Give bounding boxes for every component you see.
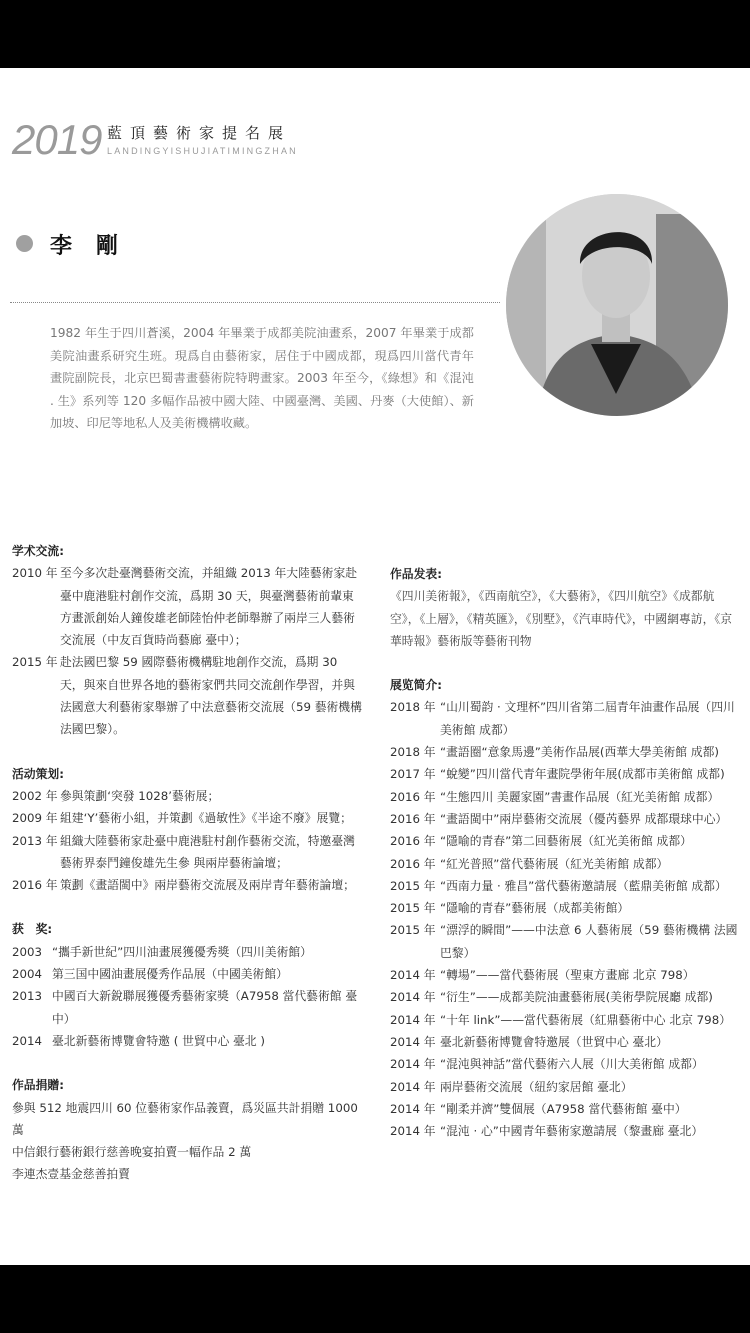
list-item — [390, 875, 740, 897]
events-heading: 活动策划: — [12, 766, 64, 781]
entry-text: “漂浮的瞬間”——中法意 6 人藝術展（59 藝術機構 法國巴黎） — [440, 923, 738, 960]
bottom-black-bar — [0, 1265, 750, 1333]
entry-text: “生態四川 美麗家園”書畫作品展（紅光美術館 成都） — [440, 789, 720, 804]
donations-heading: 作品捐贈: — [12, 1078, 64, 1093]
entry-text: 中國百大新銳聯展獲優秀藝術家獎（A7958 當代藝術館 臺中） — [52, 989, 358, 1026]
entry-text: “轉場”——當代藝術展（聖東方畫廊 北京 798） — [440, 968, 695, 983]
entry-year: 2017 年 — [390, 767, 436, 782]
entry-year: 2014 年 — [390, 1124, 436, 1139]
entry-text: 第三国中國油畫展優秀作品展（中國美術館） — [52, 967, 288, 982]
entry-text: “混沌 · 心”中國青年藝術家邀請展（黎畫廊 臺北） — [440, 1124, 704, 1139]
top-black-bar — [0, 0, 750, 68]
list-item — [12, 785, 362, 807]
entry-year: 2014 年 — [390, 1057, 436, 1072]
list-item — [390, 830, 740, 852]
list-item — [12, 562, 362, 651]
entry-text: “紅光普照”當代藝術展（紅光美術館 成都） — [440, 856, 669, 871]
entry-year: 2002 年 — [12, 788, 58, 803]
publications-heading: 作品发表: — [390, 567, 442, 581]
bullet-dot — [16, 235, 33, 252]
list-item — [12, 985, 362, 1030]
entry-text: “山川蜀韵 · 文理杯”四川省第二屆青年油畫作品展（四川美術館 成都） — [440, 700, 735, 737]
entry-year: 2014 — [12, 1033, 43, 1048]
entry-text: “衍生”——成都美院油畫藝術展(美術學院展廳 成都) — [440, 990, 713, 1005]
entry-year: 2014 年 — [390, 1034, 436, 1049]
entry-text: “隱喻的青春”藝術展（成都美術館） — [440, 901, 630, 916]
publications-text: 《四川美術報》，《西南航空》，《大藝術》，《四川航空》《成都航空》，《上層》，《精英匯》，《別墅》，《汽車時代》，中國網專訪，《京華時報》藝術版等藝術刊物 — [390, 589, 733, 648]
entry-text: “隱喻的青春”第二回藝術展（紅光美術館 成都） — [440, 834, 692, 849]
exhibition-year: 2019 — [12, 116, 102, 163]
list-item — [390, 1031, 740, 1053]
list-item — [390, 897, 740, 919]
list-item — [390, 741, 740, 763]
entry-year: 2013 — [12, 989, 43, 1004]
dotted-divider — [10, 302, 500, 303]
entry-year: 2014 年 — [390, 1079, 436, 1094]
list-item — [390, 986, 740, 1008]
list-item — [12, 963, 362, 985]
list-item — [390, 786, 740, 808]
entry-year: 2016 年 — [390, 834, 436, 849]
list-item — [12, 874, 362, 896]
list-item — [12, 830, 362, 875]
entry-year: 2004 — [12, 967, 43, 982]
list-item — [390, 1009, 740, 1031]
list-item — [390, 1120, 740, 1142]
academic-list — [12, 562, 362, 740]
list-item — [390, 696, 740, 741]
entry-year: 2003 — [12, 944, 43, 959]
list-item — [12, 941, 362, 963]
list-item — [390, 964, 740, 986]
entry-text: 組建‘Y’藝術小組，并策劃《過敏性》《半途不廢》展覽； — [60, 811, 352, 826]
entry-text: 赴法國巴黎 59 國際藝術機構駐地創作交流，爲期 30 天，與來自世界各地的藝術家們共同交流創作學習，并與法國意大利藝術家舉辦了中法意藝術交流展（59 藝術機構 法國巴黎）。 — [60, 655, 362, 737]
entry-year: 2015 年 — [390, 923, 436, 938]
left-column — [12, 540, 362, 1186]
entry-text: “十年 link”——當代藝術展（紅鼎藝術中心 北京 798） — [440, 1012, 731, 1027]
entry-text: 至今多次赴臺灣藝術交流，并組織 2013 年大陸藝術家赴臺中鹿港駐村創作交流，爲期 30 天，與臺灣藝術前輩東方畫派創始人鐘俊雄老師陸怡仲老師舉辦了兩岸三人藝術交流展（中友百貨時尚藝廊 臺中）； — [60, 566, 358, 648]
entry-text: 兩岸藝術交流展（紐約家居館 臺北） — [440, 1079, 633, 1094]
entry-year: 2014 年 — [390, 1012, 436, 1027]
entry-text: 參與策劃‘突發 1028’藝術展； — [60, 788, 220, 803]
entry-year: 2014 年 — [390, 990, 436, 1005]
list-item — [12, 807, 362, 829]
entry-text: “西南力量 · 雅昌”當代藝術邀請展（藍鼎美術館 成都） — [440, 878, 727, 893]
list-item — [390, 919, 740, 964]
entry-year: 2016 年 — [390, 856, 436, 871]
entry-text: “剛柔并濟”雙個展（A7958 當代藝術館 臺中） — [440, 1101, 687, 1116]
entry-year: 2009 年 — [12, 811, 58, 826]
donation-line: 參與 512 地震四川 60 位藝術家作品義賣，爲災區共計捐贈 1000 萬 — [12, 1100, 358, 1137]
entry-year: 2018 年 — [390, 700, 436, 715]
list-item — [390, 853, 740, 875]
entry-year: 2016 年 — [390, 811, 436, 826]
entry-text: “畫語圈“意象馬邊”美術作品展(西華大學美術館 成都) — [440, 745, 720, 760]
entry-year: 2014 年 — [390, 1101, 436, 1116]
entry-text: “攜手新世紀”四川油畫展獲優秀獎（四川美術館） — [52, 944, 312, 959]
exhibitions-list — [390, 696, 740, 1142]
entry-text: 臺北新藝術博覽會特邀 ( 世貿中心 臺北 ) — [52, 1033, 265, 1048]
entry-text: 策劃《畫語閩中》兩岸藝術交流展及兩岸青年藝術論壇； — [60, 878, 355, 893]
entry-year: 2015 年 — [12, 655, 58, 670]
entry-year: 2015 年 — [390, 878, 436, 893]
entry-text: “混沌與神話”當代藝術六人展（川大美術館 成都） — [440, 1057, 704, 1072]
entry-year: 2018 年 — [390, 745, 436, 760]
entry-text: 臺北新藝術博覽會特邀展（世貿中心 臺北） — [440, 1034, 668, 1049]
list-item — [390, 763, 740, 785]
exhibition-subtitle: LANDINGYISHUJIATIMINGZHAN — [107, 146, 298, 156]
entry-text: “蛻變”四川當代青年畫院學術年展(成都市美術館 成都) — [440, 767, 725, 782]
list-item — [390, 1098, 740, 1120]
donation-line: 李連杰壹基金慈善拍賣 — [12, 1167, 130, 1182]
artist-biography: 1982 年生于四川蒼溪，2004 年畢業于成都美院油畫系，2007 年畢業于成都美院油畫系研究生班。現爲自由藝術家，居住于中國成都，現爲四川當代青年畫院副院長，北京巴蜀書畫藝術院特聘畫家。2003 年至今，《綠想》和《混沌 . 生》系列等 120 多幅作品被中國大陸、中國臺灣、美國、丹麥（大使館）、新加坡、印尼等地私人及美術機構收藏。 — [50, 326, 474, 431]
exhibitions-heading: 展览简介: — [390, 678, 442, 693]
list-item — [390, 808, 740, 830]
awards-heading: 获 奖: — [12, 922, 53, 937]
entry-year: 2016 年 — [12, 878, 58, 893]
awards-list — [12, 941, 362, 1052]
entry-year: 2015 年 — [390, 901, 436, 916]
exhibition-title: 藍頂藝術家提名展 — [107, 124, 292, 142]
list-item — [390, 1053, 740, 1075]
artist-name: 李剛 — [50, 233, 143, 259]
entry-year: 2013 年 — [12, 833, 58, 848]
entry-year: 2016 年 — [390, 789, 436, 804]
entry-year: 2014 年 — [390, 968, 436, 983]
entry-text: “畫語閩中”兩岸藝術交流展（優芮藝界 成都環球中心） — [440, 811, 728, 826]
donation-line: 中信銀行藝術銀行慈善晚宴拍賣一幅作品 2 萬 — [12, 1145, 252, 1160]
list-item — [12, 1030, 362, 1052]
right-column — [390, 563, 740, 1142]
academic-heading: 学术交流: — [12, 544, 64, 558]
list-item — [390, 1076, 740, 1098]
events-list — [12, 785, 362, 896]
entry-year: 2010 年 — [12, 566, 58, 581]
artist-portrait — [506, 194, 728, 416]
entry-text: 組織大陸藝術家赴臺中鹿港駐村創作藝術交流，特邀臺灣藝術界泰鬥鐘俊雄先生參 與兩岸藝術論壇； — [60, 833, 355, 870]
list-item — [12, 651, 362, 740]
